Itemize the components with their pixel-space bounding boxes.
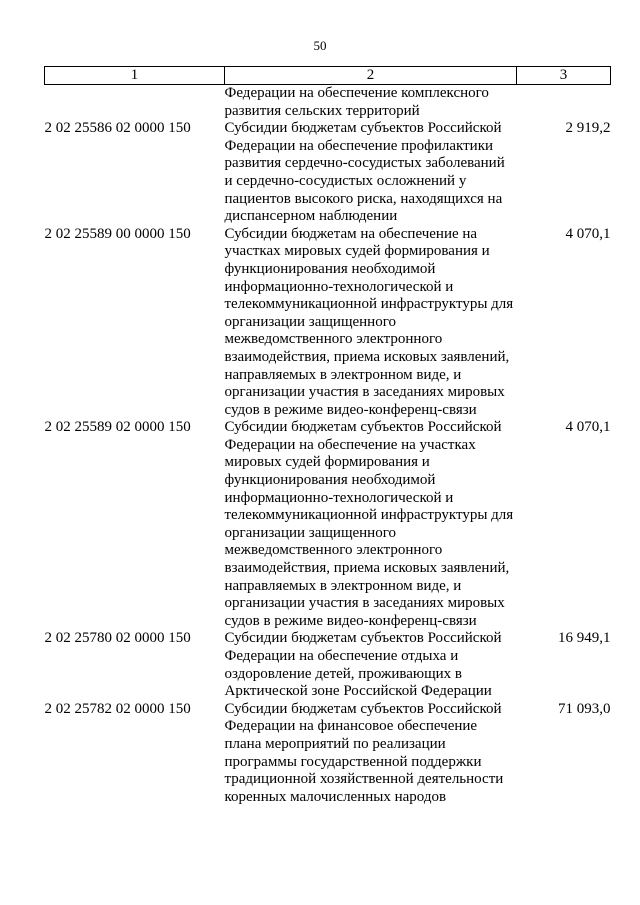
- column-header-amount: 3: [517, 67, 611, 85]
- table-row: [45, 630, 611, 700]
- code-cell: 2 02 25589 02 0000 150: [44, 419, 191, 436]
- description-cell: Субсидии бюджетам субъектов Российской Федерации на обеспечение на участках мировых судей формирования и функционирования необходимой информационно-технологической и телекоммуникационной инфраструктуры для организации защищенного межведомственного электронного взаимодействия, приема исковых заявлений, направляемых в электронном виде, и организации участия в заседаниях мировых судов в режиме видео-конференц-связи: [224, 419, 514, 629]
- column-header-code: 1: [45, 67, 225, 85]
- description-cell: Субсидии бюджетам субъектов Российской Федерации на обеспечение отдыха и оздоровление детей, проживающих в Арктической зоне Российской Федерации: [224, 630, 502, 700]
- amount-cell: 16 949,1: [558, 630, 611, 647]
- amount-cell: 4 070,1: [565, 419, 611, 436]
- table-row: [45, 120, 611, 226]
- table-header-row: [45, 67, 611, 85]
- budget-revenue-table: [44, 66, 611, 806]
- table-row-continuation: [45, 85, 611, 121]
- code-cell: 2 02 25780 02 0000 150: [44, 630, 191, 647]
- description-cell: Субсидии бюджетам субъектов Российской Федерации на обеспечение профилактики развития сердечно-сосудистых заболеваний и сердечно-сосудистых осложнений у пациентов высокого риска, находящихся на диспансерном наблюдении: [224, 120, 505, 225]
- amount-cell: 71 093,0: [558, 700, 611, 717]
- table-row: [45, 701, 611, 807]
- description-cell: Субсидии бюджетам субъектов Российской Федерации на финансовое обеспечение плана мероприятий по реализации программы государственной поддержки традиционной хозяйственной деятельности коренных малочисленных народов: [224, 700, 504, 805]
- code-cell: 2 02 25782 02 0000 150: [44, 700, 191, 717]
- amount-cell: 4 070,1: [565, 225, 611, 242]
- column-header-description: 2: [225, 67, 517, 85]
- amount-cell: 2 919,2: [565, 120, 611, 137]
- description-cell: Субсидии бюджетам на обеспечение на участках мировых судей формирования и функционирования необходимой информационно-технологической и телекоммуникационной инфраструктуры для организации защищенного межведомственного электронного взаимодействия, приема исковых заявлений, направляемых в электронном виде, и организации участия в заседаниях мировых судов в режиме видео-конференц-связи: [224, 225, 514, 418]
- table-row: [45, 419, 611, 630]
- page-number: 50: [313, 38, 327, 53]
- code-cell: 2 02 25586 02 0000 150: [44, 120, 191, 137]
- table-row: [45, 226, 611, 420]
- amount-cell: [517, 85, 611, 121]
- code-cell: 2 02 25589 00 0000 150: [44, 225, 191, 242]
- code-cell: [45, 85, 225, 121]
- description-cell: Федерации на обеспечение комплексного развития сельских территорий: [224, 85, 489, 119]
